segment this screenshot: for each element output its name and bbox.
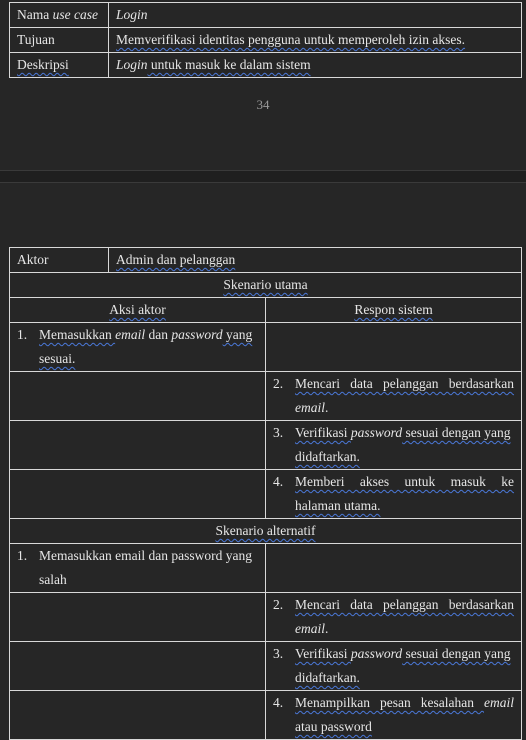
table-row xyxy=(10,323,522,372)
actor-step-empty xyxy=(10,470,266,519)
table-row xyxy=(10,53,522,78)
use-case-header-table xyxy=(9,2,522,78)
system-step-empty xyxy=(266,323,522,372)
table-row xyxy=(10,519,522,544)
document-page-top xyxy=(0,0,526,170)
column-header-actor: Aksi aktor xyxy=(10,298,266,323)
table-cell-value: Login xyxy=(109,3,522,28)
actor-step: 1. Memasukkan email dan password yang salah xyxy=(10,544,266,593)
system-step: 4. Memberi akses untuk masuk ke halaman utama. xyxy=(266,470,522,519)
table-row xyxy=(10,642,522,691)
table-cell-label: Aktor xyxy=(10,248,109,273)
table-cell-value: Login untuk masuk ke dalam sistem xyxy=(109,53,522,78)
actor-step: 1. Memasukkan email dan password yang sesuai. xyxy=(10,323,266,372)
table-row xyxy=(10,298,522,323)
table-cell-value: Admin dan pelanggan xyxy=(109,248,522,273)
section-heading-main: Skenario utama xyxy=(10,273,522,298)
table-row xyxy=(10,691,522,740)
table-row xyxy=(10,593,522,642)
table-row xyxy=(10,544,522,593)
table-row xyxy=(10,421,522,470)
system-step: 3. Verifikasi password sesuai dengan yang didaftarkan. xyxy=(266,421,522,470)
actor-step-empty xyxy=(10,421,266,470)
table-row xyxy=(10,28,522,53)
page-number: 34 xyxy=(256,97,270,112)
actor-step-empty xyxy=(10,642,266,691)
table-row xyxy=(10,3,522,28)
section-heading-alternative: Skenario alternatif xyxy=(10,519,522,544)
actor-step-empty xyxy=(10,372,266,421)
actor-step-empty xyxy=(10,593,266,642)
table-row xyxy=(10,248,522,273)
scenario-table xyxy=(9,247,522,740)
table-row xyxy=(10,470,522,519)
system-step: 2. Mencari data pelanggan berdasarkan email. xyxy=(266,372,522,421)
table-cell-label: Deskripsi xyxy=(10,53,109,78)
table-cell-value: Memverifikasi identitas pengguna untuk memperoleh izin akses. xyxy=(109,28,522,53)
table-cell-label: Nama use case xyxy=(10,3,109,28)
table-cell-label: Tujuan xyxy=(10,28,109,53)
system-step: 4. Menampilkan pesan kesalahan email atau password xyxy=(266,691,522,740)
table-row xyxy=(10,372,522,421)
system-step: 2. Mencari data pelanggan berdasarkan email. xyxy=(266,593,522,642)
table-row xyxy=(10,273,522,298)
system-step: 3. Verifikasi password sesuai dengan yang didaftarkan. xyxy=(266,642,522,691)
page-break xyxy=(0,170,526,183)
column-header-system: Respon sistem xyxy=(266,298,522,323)
system-step-empty xyxy=(266,544,522,593)
actor-step-empty xyxy=(10,691,266,740)
